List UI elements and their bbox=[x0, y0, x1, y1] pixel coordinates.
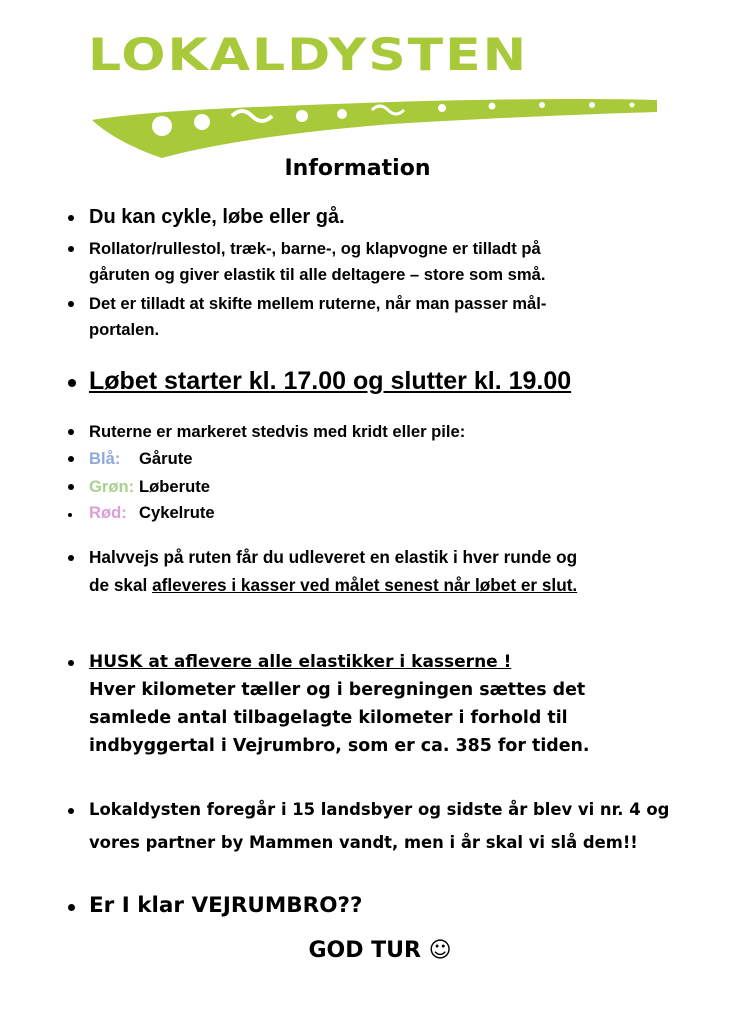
item-text-plain: de skal bbox=[89, 575, 153, 595]
footer-text: GOD TUR ☺ bbox=[308, 938, 452, 963]
bullet bbox=[68, 379, 76, 387]
item-text: samlede antal tilbagelagte kilometer i forhold til bbox=[89, 708, 568, 728]
route-name: Grøn: bbox=[89, 477, 135, 496]
bullet bbox=[68, 513, 72, 517]
item-text: vores partner by Mammen vandt, men i år skal vi slå dem!! bbox=[89, 833, 638, 852]
item-text: Det er tilladt at skifte mellem ruterne, når man passer mål- bbox=[89, 294, 547, 313]
logo-ornament bbox=[92, 92, 662, 162]
item-text: Rollator/rullestol, træk-, barne-, og klapvogne er tilladt på bbox=[89, 239, 541, 258]
route-name: Blå: bbox=[89, 449, 121, 468]
bullet bbox=[68, 660, 74, 666]
bullet bbox=[68, 246, 74, 252]
route-name: Rød: bbox=[89, 503, 127, 522]
item-text: Du kan cykle, løbe eller gå. bbox=[89, 206, 345, 228]
item-text: gåruten og giver elastik til alle deltagere – store som små. bbox=[89, 265, 546, 284]
route-desc: Cykelrute bbox=[139, 503, 215, 522]
logo-text: LOKALDYSTEN bbox=[88, 30, 529, 81]
bullet bbox=[68, 808, 74, 814]
item-text: Lokaldysten foregår i 15 landsbyer og sidste år blev vi nr. 4 og bbox=[89, 800, 670, 819]
bullet bbox=[68, 555, 74, 561]
route-desc: Løberute bbox=[139, 477, 210, 496]
item-text: Halvvejs på ruten får du udleveret en elastik i hver runde og bbox=[89, 547, 578, 567]
bullet bbox=[68, 301, 74, 307]
route-desc: Gårute bbox=[139, 449, 193, 468]
bullet bbox=[68, 215, 74, 221]
item-text: Er I klar VEJRUMBRO?? bbox=[89, 893, 363, 918]
bullet bbox=[68, 484, 74, 490]
item-text: Hver kilometer tæller og i beregningen sættes det bbox=[89, 680, 586, 700]
item-text: portalen. bbox=[89, 320, 160, 339]
bullet bbox=[68, 904, 75, 911]
start-time-text: Løbet starter kl. 17.00 og slutter kl. 19.00 bbox=[89, 367, 572, 395]
bullet bbox=[68, 429, 74, 435]
bullet bbox=[68, 456, 74, 462]
item-text: indbyggertal i Vejrumbro, som er ca. 385 for tiden. bbox=[89, 736, 590, 756]
husk-heading: HUSK at aflevere alle elastikker i kasserne ! bbox=[89, 652, 512, 672]
page-title: Information bbox=[284, 156, 431, 181]
item-text bbox=[89, 572, 577, 598]
item-text: Ruterne er markeret stedvis med kridt eller pile: bbox=[89, 422, 466, 441]
logo bbox=[0, 0, 737, 160]
item-text-underlined: afleveres i kasser ved målet senest når løbet er slut. bbox=[152, 575, 578, 595]
